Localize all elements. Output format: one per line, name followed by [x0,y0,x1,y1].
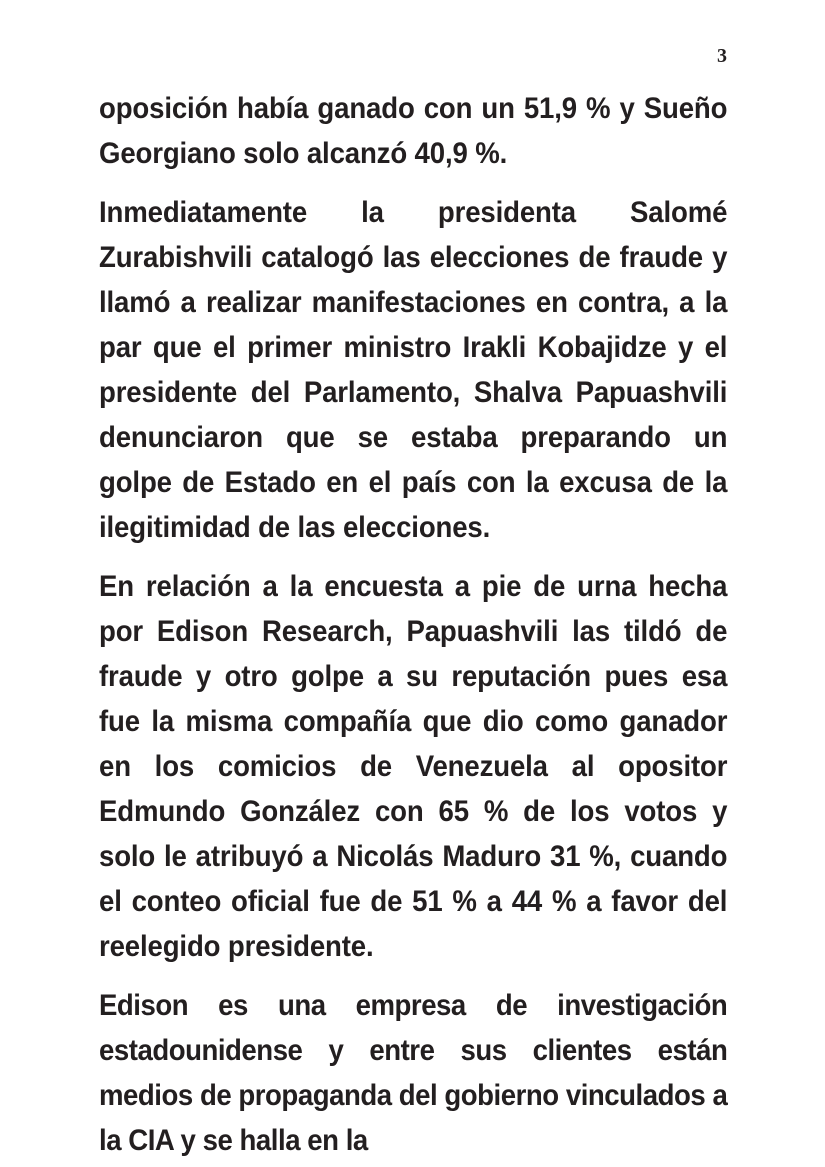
paragraph-1: oposición había ganado con un 51,9 % y Sueño Georgiano solo alcanzó 40,9 %. [99,92,728,170]
page-number: 3 [717,45,727,67]
document-body [99,86,728,1163]
paragraph-3: En relación a la encuesta a pie de urna hecha por Edison Research, Papuashvili las tildó de fraude y otro golpe a su reputación pues esa fue la misma compañía que dio como ganador en los comicios de Venezuela al opositor Edmundo González con 65 % de los votos y solo le atribuyó a Nicolás Maduro 31 %, cuando el conteo oficial fue de 51 % a 44 % a favor del reelegido presidente. [99,570,728,963]
paragraph-4: Edison es una empresa de investigación estadounidense y entre sus clientes están medios de propaganda del gobierno vinculados a la CIA y se halla en la [99,989,728,1157]
paragraph-2: Inmediatamente la presidenta Salomé Zurabishvili catalogó las elecciones de fraude y llamó a realizar manifestaciones en contra, a la par que el primer ministro Irakli Kobajidze y el presidente del Parlamento, Shalva Papuashvili denunciaron que se estaba preparando un golpe de Estado en el país con la excusa de la ilegitimidad de las elecciones. [99,196,728,544]
